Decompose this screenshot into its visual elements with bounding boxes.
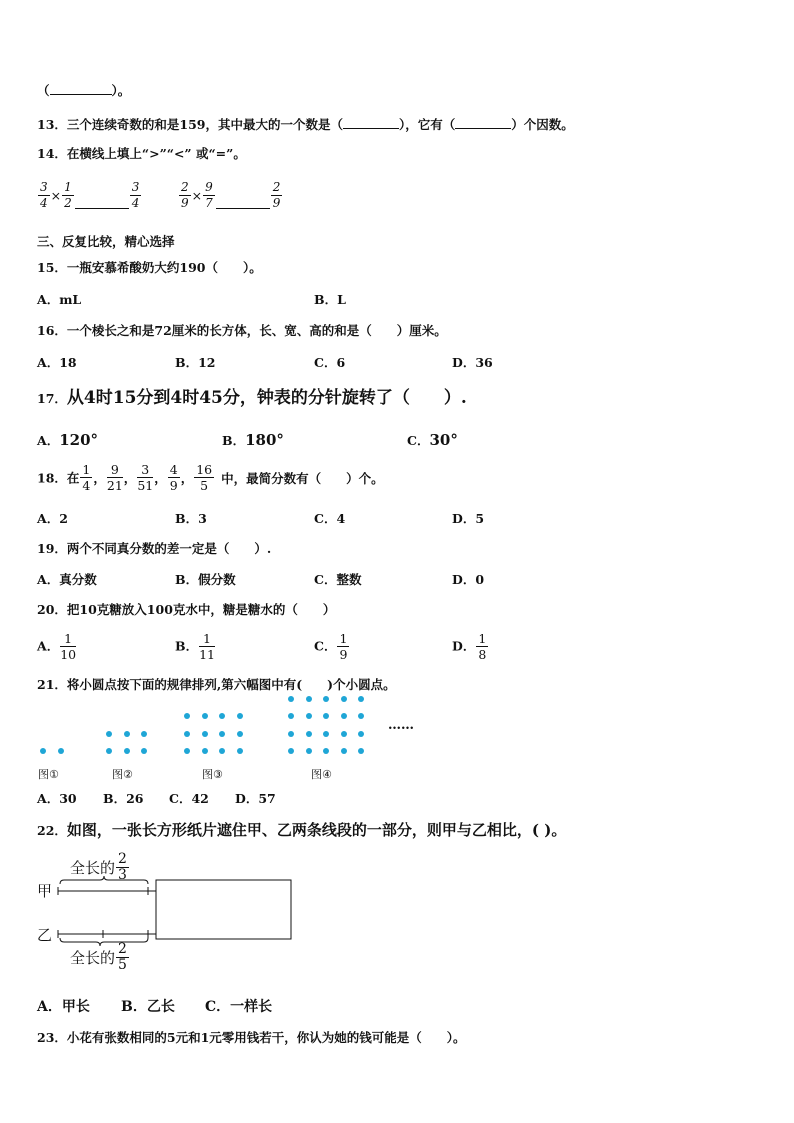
q23-text: 小花有张数相同的5元和1元零用钱若干，你认为她的钱可能是（ ）。: [66, 1030, 466, 1045]
q21-dot: [184, 748, 190, 754]
q17-number: 17．: [37, 391, 67, 406]
q14-expression-2: [178, 180, 283, 211]
q16-option-c[interactable]: C．6: [314, 355, 346, 370]
q18-frac-5: $\frac{16}{5}$: [196, 462, 213, 493]
q15-text: 一瓶安慕希酸奶大约190（ ）。: [66, 260, 262, 275]
q19-text: 两个不同真分数的差一定是（ ）.: [66, 541, 272, 556]
q22-option-b[interactable]: B．乙长: [121, 999, 175, 1015]
question-13: [37, 116, 574, 133]
q23-number: 23．: [37, 1030, 67, 1045]
q14-e1-frac-b: $\frac{1}{2}$: [64, 180, 72, 210]
question-15: [37, 260, 262, 276]
q21-dot: [323, 696, 329, 702]
q21-dot: [358, 696, 364, 702]
q13-blank-1[interactable]: [343, 116, 399, 129]
q22-top-brace: [60, 876, 148, 884]
q20-option-b[interactable]: B． $\frac{1}{11}$: [175, 631, 215, 662]
q21-dot: [306, 696, 312, 702]
q21-dot: [323, 748, 329, 754]
q14-e2-frac-c: $\frac{2}{9}$: [272, 180, 281, 210]
q13-number: 13．: [37, 117, 67, 132]
q15-option-a[interactable]: A．mL: [37, 292, 82, 307]
q21-dot: [306, 731, 312, 737]
q18-frac-3: $\frac{3}{51}$: [137, 462, 154, 493]
q14-number: 14．: [37, 146, 67, 161]
q21-dot: [358, 748, 364, 754]
q12-open: （: [37, 83, 50, 98]
q19-option-a[interactable]: A．真分数: [37, 572, 97, 587]
q21-dot: [219, 713, 225, 719]
q13-text-1: 三个连续奇数的和是159，其中最大的一个数是（: [66, 117, 343, 132]
q17-option-c[interactable]: C．30°: [407, 431, 458, 449]
q22-bottom-caption: 全长的 $\frac{2}{5}$: [70, 941, 127, 973]
q17-option-b[interactable]: B．180°: [222, 431, 284, 449]
q21-dot: [141, 748, 147, 754]
question-22: [37, 820, 566, 841]
q21-option-b[interactable]: B．26: [103, 791, 144, 806]
question-20: [37, 602, 335, 618]
q20-option-a[interactable]: A． $\frac{1}{10}$: [37, 631, 77, 662]
q21-figure-3-label: 图③: [202, 768, 223, 781]
q14-e1-op: ×: [50, 188, 62, 203]
q21-dot: [106, 748, 112, 754]
q15-number: 15．: [37, 260, 67, 275]
q21-dot: [184, 713, 190, 719]
q21-dot: [288, 696, 294, 702]
q21-option-c[interactable]: C．42: [169, 791, 209, 806]
q14-e1-blank[interactable]: [75, 196, 129, 209]
q21-dot: [219, 748, 225, 754]
q16-text: 一个棱长之和是72厘米的长方体，长、宽、高的和是（ ）厘米。: [66, 323, 447, 338]
q21-dot: [341, 696, 347, 702]
q21-dot: [323, 713, 329, 719]
q18-frac-2: $\frac{9}{21}$: [106, 462, 123, 493]
q12-close: ）。: [111, 83, 131, 98]
q21-ellipsis: ……: [388, 718, 414, 733]
q16-option-a[interactable]: A．18: [37, 355, 77, 370]
q21-dot: [141, 731, 147, 737]
q22-number: 22．: [37, 823, 67, 838]
q21-text: 将小圆点按下面的规律排列,第六幅图中有( )个小圆点。: [66, 677, 396, 692]
q22-option-c[interactable]: C．一样长: [205, 999, 273, 1015]
q18-number: 18．: [37, 470, 67, 486]
q18-pre: 在: [66, 470, 80, 486]
q21-dot: [323, 731, 329, 737]
q22-label-yi: 乙: [37, 926, 53, 944]
q14-e2-frac-b: $\frac{9}{7}$: [205, 180, 213, 210]
q21-option-a[interactable]: A．30: [37, 791, 77, 806]
q20-option-c[interactable]: C． $\frac{1}{9}$: [314, 631, 348, 662]
q21-dot: [341, 713, 347, 719]
q20-option-d[interactable]: D． $\frac{1}{8}$: [452, 631, 487, 662]
q14-e1-frac-c: $\frac{3}{4}$: [131, 180, 140, 210]
q21-dot: [237, 731, 243, 737]
q21-dot: [237, 748, 243, 754]
question-17: [37, 387, 467, 410]
q21-dot: [202, 713, 208, 719]
q18-frac-1: $\frac{1}{4}$: [82, 462, 91, 493]
q15-option-b[interactable]: B．L: [314, 292, 346, 307]
q21-option-d[interactable]: D．57: [235, 791, 276, 806]
q21-dot: [358, 713, 364, 719]
q16-option-d[interactable]: D．36: [452, 355, 493, 370]
q21-dot: [306, 713, 312, 719]
q18-option-b[interactable]: B．3: [175, 511, 207, 526]
q21-dot: [124, 748, 130, 754]
q21-dot: [288, 713, 294, 719]
q21-dot: [219, 731, 225, 737]
q19-option-d[interactable]: D．0: [452, 572, 485, 587]
q19-option-b[interactable]: B．假分数: [175, 572, 236, 587]
q18-option-a[interactable]: A．2: [37, 511, 68, 526]
q21-dot: [306, 748, 312, 754]
q18-post: 中，最简分数有（ ）个。: [221, 470, 384, 486]
q21-figure-4-label: 图④: [311, 768, 332, 781]
q21-dot: [358, 731, 364, 737]
q16-number: 16．: [37, 323, 67, 338]
q14-text: 在横线上填上“>”“<” 或“=”。: [66, 146, 246, 161]
q21-dot: [288, 748, 294, 754]
question-14: [37, 146, 246, 162]
q21-dot: [341, 731, 347, 737]
q17-text: 从4时15分到4时45分，钟表的分针旋转了（ ）.: [66, 388, 467, 408]
q21-dot: [106, 731, 112, 737]
q21-dot: [202, 731, 208, 737]
q18-option-c[interactable]: C．4: [314, 511, 346, 526]
q21-figure-2-label: 图②: [112, 768, 133, 781]
q19-number: 19．: [37, 541, 67, 556]
q18-frac-4: $\frac{4}{9}$: [169, 462, 178, 493]
q21-figure-1-label: 图①: [38, 768, 59, 781]
q14-e2-blank[interactable]: [216, 196, 270, 209]
q22-option-a[interactable]: A．甲长: [37, 999, 90, 1015]
q14-e2-op: ×: [191, 188, 203, 203]
section-3-title: 三、反复比较，精心选择: [37, 234, 175, 249]
q14-expression-1: [37, 180, 142, 211]
question-23: [37, 1030, 466, 1046]
q18-option-d[interactable]: D．5: [452, 511, 485, 526]
q22-top-caption: 全长的 $\frac{2}{3}$: [70, 851, 127, 883]
question-21: [37, 677, 396, 693]
q22-text: 如图，一张长方形纸片遮住甲、乙两条线段的一部分，则甲与乙相比，( )。: [66, 821, 567, 839]
q14-e2-frac-a: $\frac{2}{9}$: [181, 180, 189, 210]
q14-e1-frac-a: $\frac{3}{4}$: [40, 180, 48, 210]
q13-text-2: ），它有（: [399, 117, 456, 132]
q20-text: 把10克糖放入100克水中，糖是糖水的（ ）: [66, 602, 336, 617]
q19-option-c[interactable]: C．整数: [314, 572, 362, 587]
q21-dot: [124, 731, 130, 737]
q17-option-a[interactable]: A．120°: [37, 431, 99, 449]
q21-dot: [237, 713, 243, 719]
q22-bottom-brace: [60, 938, 148, 946]
q13-text-3: ）个因数。: [511, 117, 574, 132]
q12-answer-line: [37, 82, 130, 99]
q21-dot: [288, 731, 294, 737]
question-19: [37, 541, 271, 557]
q22-label-jia: 甲: [37, 882, 53, 900]
q21-dot: [341, 748, 347, 754]
q21-dot: [58, 748, 64, 754]
question-18: 18．在 $\frac{1}{4}$ ， $\frac{9}{21}$ ， $\frac{3}{51}$ ， $\frac{4}{9}$ ， $\frac{16}{5}$ 中，最简分数有（ ）个。: [37, 462, 384, 493]
q12-blank[interactable]: [50, 82, 112, 95]
q21-dot: [40, 748, 46, 754]
q13-blank-2[interactable]: [455, 116, 511, 129]
q21-dot: [184, 731, 190, 737]
q20-number: 20．: [37, 602, 67, 617]
q22-paper-rectangle: [156, 880, 291, 939]
q22-diagram: [0, 860, 310, 950]
question-16: [37, 323, 447, 339]
q21-number: 21．: [37, 677, 67, 692]
q16-option-b[interactable]: B．12: [175, 355, 216, 370]
q21-dot: [202, 748, 208, 754]
